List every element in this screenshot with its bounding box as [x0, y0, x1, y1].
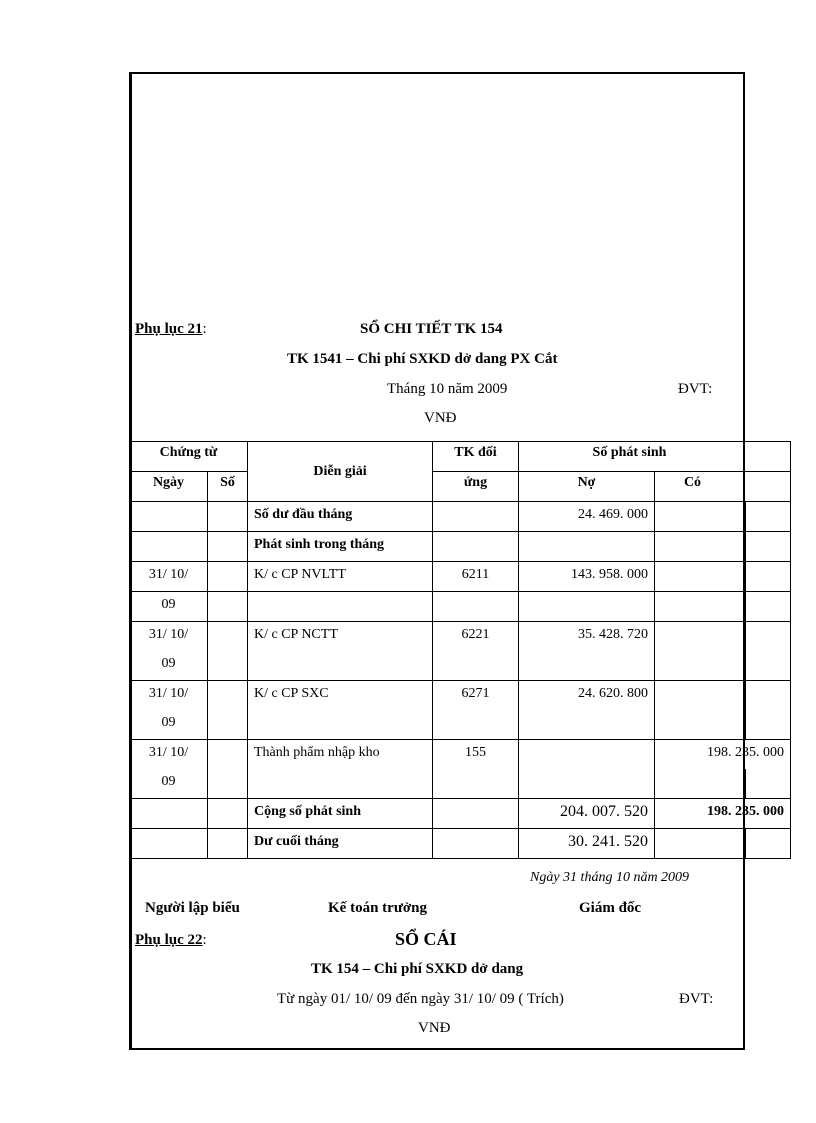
header-voucher: Chứng từ	[130, 442, 248, 472]
row-date: 31/ 10/	[130, 562, 208, 592]
header-date: Ngày	[130, 472, 208, 502]
header-debit: Nợ	[519, 472, 655, 502]
appendix-21-subtitle: TK 1541 – Chi phí SXKD dở dang PX Cắt	[287, 351, 558, 367]
appendix-22-title: SỔ CÁI	[395, 929, 457, 949]
total-debit: 204. 007. 520	[519, 799, 655, 829]
table-row	[130, 740, 791, 770]
table-row-cont	[130, 769, 791, 799]
total-credit: 198. 235. 000	[655, 799, 791, 829]
table-row-cont	[130, 592, 791, 622]
appendix-21-label: Phụ lục 21:	[135, 321, 207, 337]
row-account: 6271	[433, 681, 519, 711]
appendix-22-subtitle: TK 154 – Chi phí SXKD dở dang	[311, 961, 524, 977]
row-date: 31/ 10/	[130, 681, 208, 711]
table-row-cont	[130, 710, 791, 740]
in-month-label: Phát sinh trong tháng	[248, 532, 433, 562]
total-label: Cộng số phát sinh	[248, 799, 433, 829]
header-account-line2: ứng	[433, 472, 519, 502]
table-row-cont	[130, 651, 791, 681]
header-description: Diễn giải	[248, 442, 433, 502]
appendix-22-unit-label: ĐVT:	[679, 991, 714, 1007]
ledger-table	[129, 441, 791, 859]
signature-chief-accountant: Kế toán trưởng	[328, 900, 427, 916]
opening-debit: 24. 469. 000	[519, 502, 655, 532]
row-account: 155	[433, 740, 519, 770]
row-date: 31/ 10/	[130, 622, 208, 652]
header-row-2	[130, 472, 791, 502]
header-number: Số	[208, 472, 248, 502]
closing-row	[130, 829, 791, 859]
signature-date: Ngày 31 tháng 10 năm 2009	[530, 870, 690, 885]
row-debit: 24. 620. 800	[519, 681, 655, 711]
header-credit: Có	[655, 472, 791, 502]
opening-row	[130, 502, 791, 532]
row-date-year: 09	[130, 651, 208, 681]
table-row	[130, 681, 791, 711]
appendix-21-title: SỔ CHI TIẾT TK 154	[360, 321, 503, 337]
signature-preparer: Người lập biểu	[145, 900, 240, 916]
header-account-line1: TK đối	[433, 442, 519, 472]
row-credit: 198. 235. 000	[655, 740, 791, 770]
row-description: K/ c CP NVLTT	[248, 562, 433, 592]
row-description: Thành phẩm nhập kho	[248, 740, 433, 770]
in-month-row	[130, 532, 791, 562]
row-date-year: 09	[130, 710, 208, 740]
signature-director: Giám đốc	[579, 900, 642, 916]
appendix-22-unit-value: VNĐ	[418, 1020, 451, 1036]
header-amounts: Số phát sinh	[519, 442, 791, 472]
total-row	[130, 799, 791, 829]
appendix-21-period: Tháng 10 năm 2009	[387, 381, 508, 397]
row-description: K/ c CP NCTT	[248, 622, 433, 652]
appendix-21-unit-value: VNĐ	[424, 410, 457, 426]
appendix-21-unit-label: ĐVT:	[678, 381, 713, 397]
row-debit: 143. 958. 000	[519, 562, 655, 592]
closing-label: Dư cuối tháng	[248, 829, 433, 859]
appendix-22-period: Từ ngày 01/ 10/ 09 đến ngày 31/ 10/ 09 ( Trích)	[277, 991, 564, 1007]
header-row-1	[130, 442, 791, 472]
row-date-year: 09	[130, 769, 208, 799]
row-date: 31/ 10/	[130, 740, 208, 770]
row-debit: 35. 428. 720	[519, 622, 655, 652]
appendix-22-label: Phụ lục 22:	[135, 932, 207, 948]
table-row	[130, 622, 791, 652]
row-account: 6211	[433, 562, 519, 592]
row-date-year: 09	[130, 592, 208, 622]
closing-debit: 30. 241. 520	[519, 829, 655, 859]
row-account: 6221	[433, 622, 519, 652]
row-description: K/ c CP SXC	[248, 681, 433, 711]
opening-label: Số dư đầu tháng	[248, 502, 433, 532]
table-row	[130, 562, 791, 592]
